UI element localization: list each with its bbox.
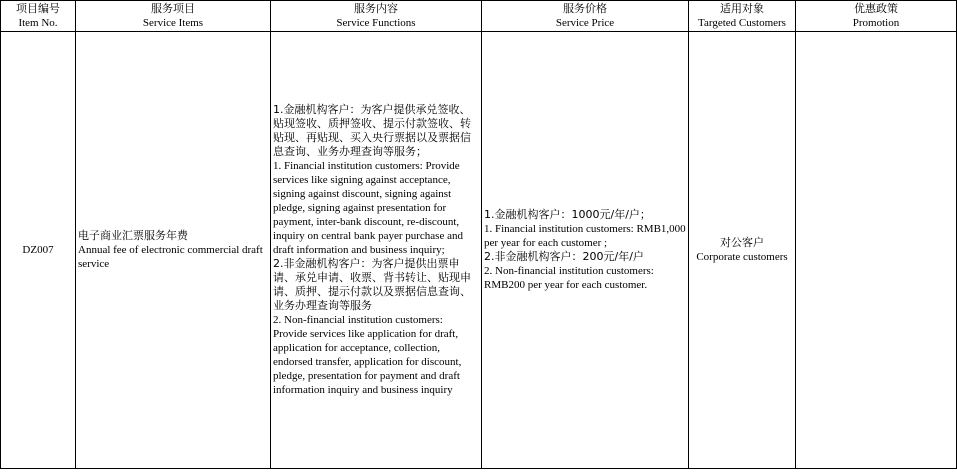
header-targeted-customers-en: Targeted Customers [698, 17, 786, 29]
header-promotion-zh: 优惠政策 [854, 2, 898, 15]
table-row [1, 32, 957, 469]
price-fi-en: 1. Financial institution customers: RMB1,000 per year for each customer ; [484, 223, 686, 249]
header-promotion-en: Promotion [852, 17, 900, 29]
table-header [1, 1, 957, 32]
service-item-en: Annual fee of electronic commercial draft service [78, 244, 263, 270]
header-item-no [1, 1, 76, 32]
header-item-no-en: Item No. [18, 17, 58, 29]
cell-item-no: DZ007 [1, 32, 76, 469]
target-en: Corporate customers [696, 251, 788, 263]
header-service-price [482, 1, 689, 32]
service-item-zh: 电子商业汇票服务年费 [78, 229, 188, 242]
functions-nfi-zh: 2.非金融机构客户：为客户提供出票申请、承兑申请、收票、背书转让、贴现申请、质押、提示付款以及票据信息查询、业务办理查询等服务 [273, 257, 471, 312]
cell-service-price [482, 32, 689, 469]
functions-fi-zh: 1.金融机构客户：为客户提供承兑签收、贴现签收、质押签收、提示付款签收、转贴现、再贴现、买入央行票据以及票据信息查询、业务办理查询等服务； [273, 103, 471, 158]
header-targeted-customers [689, 1, 796, 32]
cell-targeted-customers [689, 32, 796, 469]
functions-nfi-en: 2. Non-financial institution customers: Provide services like application for draft, application for acceptance, collection, endorsed transfer, application for discount, pledge, presentation for payment and draft information inquiry and business inquiry [273, 314, 462, 396]
header-promotion [796, 1, 957, 32]
header-item-no-zh: 项目编号 [16, 2, 60, 15]
price-nfi-zh: 2.非金融机构客户：200元/年/户 [484, 250, 644, 263]
functions-fi-en: 1. Financial institution customers: Provide services like signing against acceptance, signing against discount, signing against pledge, signing against presentation for payment, inter-bank discount, re-discount, inquiry on central bank payer purchase and draft information and business inquiry; [273, 160, 463, 256]
header-targeted-customers-zh: 适用对象 [720, 2, 764, 15]
header-service-items-en: Service Items [142, 17, 204, 29]
header-service-price-en: Service Price [555, 17, 615, 29]
header-service-price-zh: 服务价格 [563, 2, 607, 15]
price-nfi-en: 2. Non-financial institution customers: RMB200 per year for each customer. [484, 265, 654, 291]
header-service-functions-zh: 服务内容 [354, 2, 398, 15]
cell-service-functions [271, 32, 482, 469]
target-zh: 对公客户 [720, 236, 764, 249]
header-service-functions-en: Service Functions [336, 17, 416, 29]
header-service-items-zh: 服务项目 [151, 2, 195, 15]
header-service-items [76, 1, 271, 32]
cell-service-item [76, 32, 271, 469]
price-fi-zh: 1.金融机构客户：1000元/年/户； [484, 208, 651, 221]
header-service-functions [271, 1, 482, 32]
cell-promotion [796, 32, 957, 469]
